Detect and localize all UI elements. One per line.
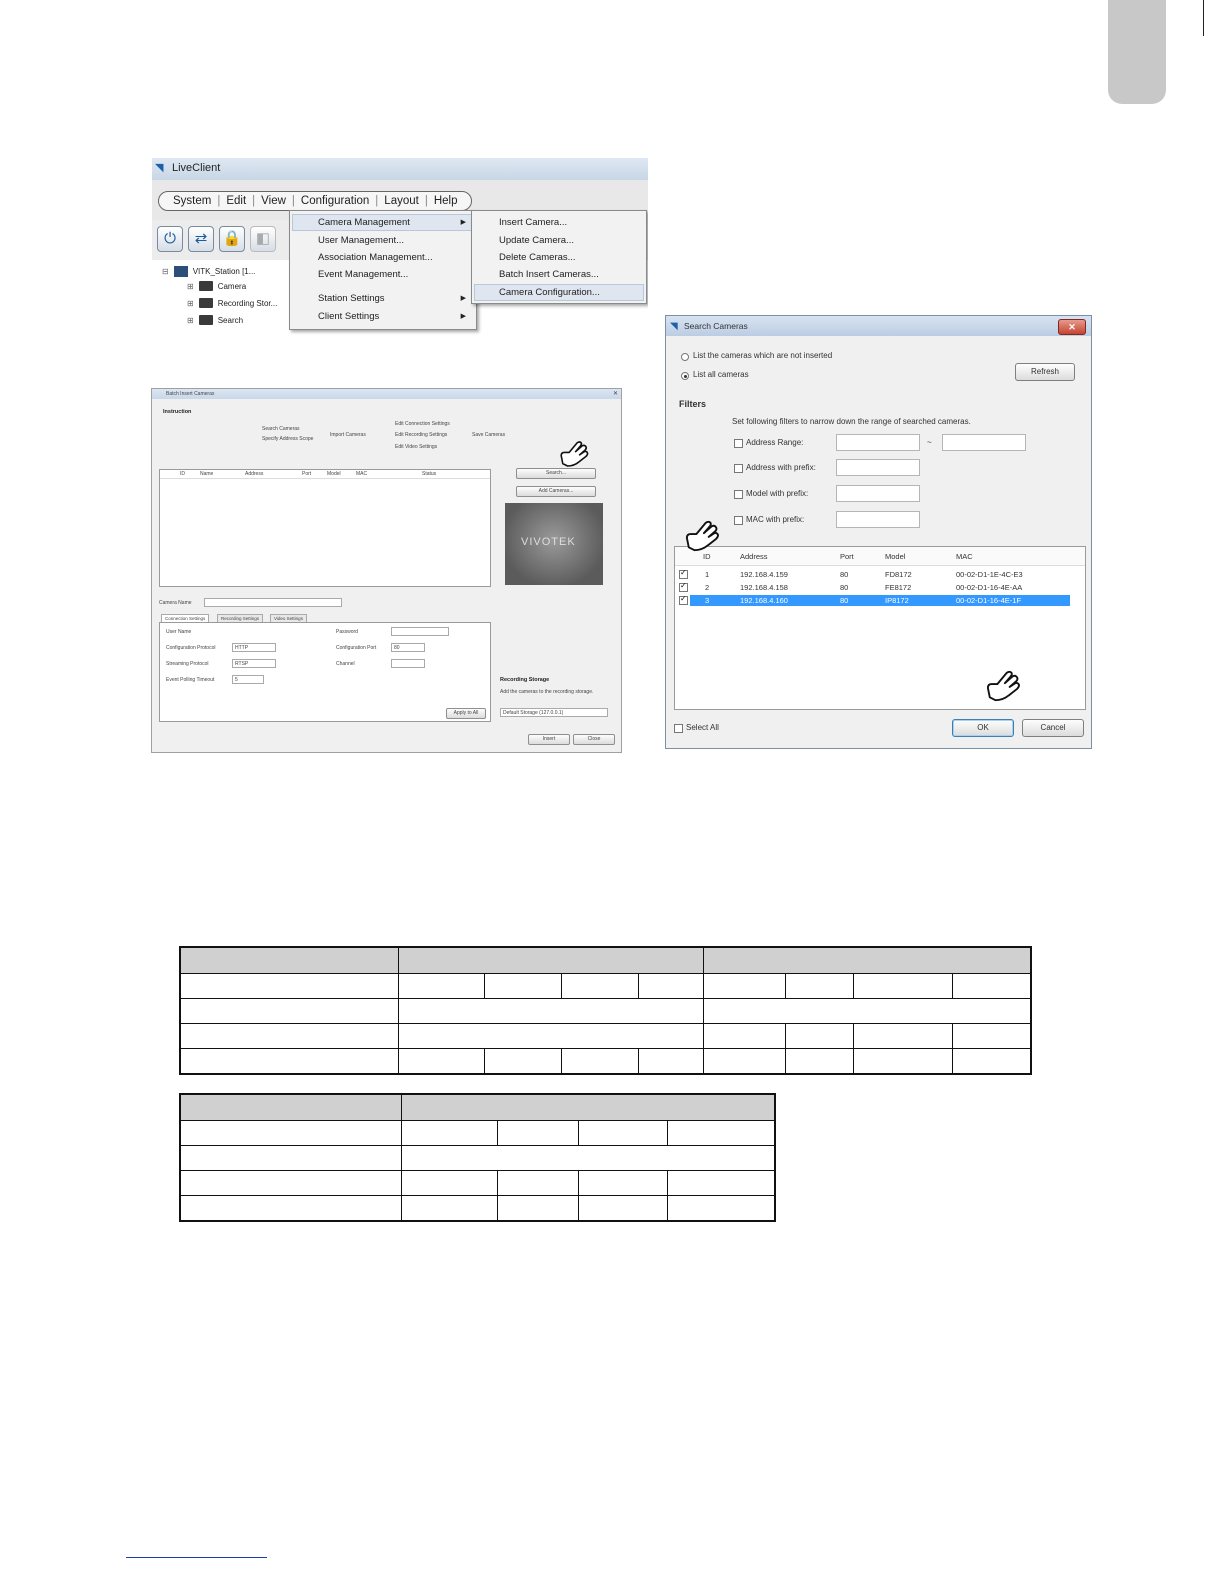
step-save: Save Cameras (472, 432, 506, 438)
ok-button[interactable]: OK (952, 719, 1014, 737)
batch-insert-screenshot (151, 388, 622, 753)
footnote-rule (126, 1557, 267, 1558)
tree-item-recording[interactable] (187, 298, 277, 308)
table-row (180, 1171, 775, 1196)
camera-name-label: Camera Name (159, 600, 192, 606)
table-row (180, 1121, 775, 1146)
row-mac: 00-02-D1-16-4E-AA (956, 583, 1023, 592)
mac-prefix-input[interactable] (836, 511, 920, 528)
address-range-separator: ~ (927, 438, 932, 447)
tree-item-search[interactable] (187, 315, 243, 325)
filter-mac-prefix-label: MAC with prefix: (746, 515, 805, 524)
row-address: 192.168.4.159 (740, 570, 788, 579)
menu-item-event-management[interactable]: Event Management... (318, 269, 409, 280)
configuration-menu (289, 210, 477, 330)
folder-icon (199, 298, 213, 308)
step-recording: Edit Recording Settings (395, 432, 448, 438)
row-mac: 00-02-D1-16-4E-1F (956, 596, 1022, 605)
refresh-button[interactable]: Refresh (1015, 363, 1075, 381)
recording-storage-title: Recording Storage (500, 677, 550, 683)
col-port: Port (302, 471, 312, 477)
step-video: Edit Video Settings (395, 444, 438, 450)
close-button[interactable]: Close (573, 734, 615, 745)
menu-layout[interactable]: Layout (384, 195, 419, 207)
row-id: 2 (705, 583, 710, 592)
folder-icon (199, 281, 213, 291)
camera-management-submenu (471, 210, 647, 304)
tab-recording-settings[interactable]: Recording Settings (217, 614, 263, 623)
search-cameras-screenshot (665, 315, 1092, 749)
streaming-protocol-label: Streaming Protocol (166, 661, 209, 667)
dialog-title: Search Cameras (684, 321, 748, 331)
table-header-row (180, 1094, 775, 1121)
step-connection: Edit Connection Settings (395, 421, 450, 427)
col-address: Address (245, 471, 264, 477)
row-model: IP8172 (885, 596, 909, 605)
row-mac: 00-02-D1-1E-4C-E3 (956, 570, 1023, 579)
menu-item-camera-management[interactable]: Camera Management (318, 217, 410, 228)
insert-button[interactable]: Insert (528, 734, 570, 745)
apply-to-all-button[interactable]: Apply to All (446, 708, 486, 719)
row-model: FD8172 (885, 570, 912, 579)
recording-storage-desc: Add the cameras to the recording storage. (500, 689, 594, 695)
recording-storage-select[interactable]: Default Storage (127.0.0.1) (500, 708, 608, 717)
menu-screenshot (152, 158, 648, 340)
app-logo-icon: ◥ (155, 162, 164, 174)
config-protocol-label: Configuration Protocol (166, 645, 216, 651)
table-row[interactable] (675, 569, 1085, 580)
menu-item-station-settings[interactable]: Station Settings (318, 293, 385, 304)
filters-title: Filters (679, 399, 707, 409)
station-icon (174, 266, 188, 277)
menubar: System | Edit | View | Configuration | Layout | Help (158, 191, 472, 211)
row-port: 80 (840, 596, 849, 605)
step-import: Import Cameras (330, 432, 366, 438)
user-name-label: User Name (166, 629, 192, 635)
camera-results-list[interactable] (674, 546, 1086, 710)
row-address: 192.168.4.158 (740, 583, 788, 592)
spec-table-1 (179, 946, 1032, 1075)
menu-item-camera-configuration[interactable]: Camera Configuration... (499, 287, 600, 298)
submenu-arrow-icon: ▶ (460, 313, 466, 320)
swap-icon[interactable]: ⇄ (188, 226, 214, 252)
power-icon[interactable]: ⏻ (157, 226, 183, 252)
table-row[interactable] (675, 582, 1085, 593)
menu-item-update-camera[interactable]: Update Camera... (499, 235, 574, 246)
menu-item-insert-camera[interactable]: Insert Camera... (499, 217, 568, 228)
expand-icon: ⊞ (187, 281, 194, 291)
list-header (675, 547, 1085, 566)
menu-item-association-management[interactable]: Association Management... (318, 252, 433, 263)
model-prefix-input[interactable] (836, 485, 920, 502)
tab-connection-settings[interactable]: Connection Settings (161, 614, 209, 623)
select-all-checkbox[interactable] (674, 724, 683, 733)
col-model: Model (885, 552, 906, 561)
menu-view[interactable]: View (261, 195, 286, 207)
table-header-row (180, 947, 1031, 974)
col-model: Model (327, 471, 341, 477)
table-row (180, 1196, 775, 1222)
disabled-tool-icon[interactable]: ◧ (250, 226, 276, 252)
row-checkbox[interactable] (679, 583, 688, 592)
row-id: 3 (705, 596, 710, 605)
config-port-label: Configuration Port (336, 645, 377, 651)
instruction-label: Instruction (163, 409, 192, 415)
filter-address-range-checkbox[interactable] (734, 439, 743, 448)
tree-root-label: VITK_Station [1... (192, 267, 256, 276)
dialog-titlebar (152, 389, 621, 399)
row-checkbox[interactable] (679, 596, 688, 605)
menu-configuration[interactable]: Configuration (300, 195, 370, 207)
col-port: Port (840, 552, 854, 561)
filter-model-prefix-checkbox[interactable] (734, 490, 743, 499)
tree-item-label: Recording Stor... (217, 298, 278, 308)
submenu-arrow-icon: ▶ (460, 219, 466, 226)
tree-item-label: Search (217, 315, 244, 325)
window-titlebar (152, 158, 648, 180)
select-all-label: Select All (686, 723, 719, 732)
row-id: 1 (705, 570, 710, 579)
channel-stepper[interactable] (391, 659, 425, 668)
menu-item-user-management[interactable]: User Management... (318, 235, 405, 246)
radio-all-cameras-label: List all cameras (693, 370, 749, 379)
spec-table-2 (179, 1093, 776, 1222)
submenu-arrow-icon: ▶ (460, 295, 466, 302)
row-port: 80 (840, 583, 849, 592)
pointer-hand-icon (683, 519, 721, 553)
table-row (180, 1024, 1031, 1049)
col-address: Address (740, 552, 768, 561)
collapse-icon: ⊟ (162, 267, 169, 276)
filter-model-prefix-label: Model with prefix: (746, 489, 809, 498)
col-id: ID (180, 471, 185, 477)
radio-not-inserted[interactable] (681, 353, 689, 361)
menu-item-client-settings[interactable]: Client Settings (318, 311, 380, 322)
expand-icon: ⊞ (187, 298, 194, 308)
filters-desc: Set following filters to narrow down the range of searched cameras. (732, 417, 971, 426)
chapter-tab (1108, 0, 1166, 104)
col-mac: MAC (956, 552, 973, 561)
event-polling-stepper[interactable]: 5 (232, 675, 264, 684)
address-range-start-input[interactable] (836, 434, 920, 451)
tree-item-label: Camera (217, 281, 247, 291)
menu-item-delete-cameras[interactable]: Delete Cameras... (499, 252, 576, 263)
step-search: Search Cameras (262, 426, 300, 432)
tree-root[interactable] (162, 266, 255, 277)
dialog-titlebar (666, 316, 1091, 336)
menu-system[interactable]: System (173, 195, 212, 207)
table-row (180, 1146, 775, 1171)
filter-address-prefix-checkbox[interactable] (734, 464, 743, 473)
col-id: ID (703, 552, 711, 561)
search-button[interactable]: Search... (516, 468, 596, 479)
close-icon[interactable]: ✕ (612, 391, 618, 397)
window-title: LiveClient (172, 162, 221, 174)
settings-panel (159, 622, 491, 722)
pointer-hand-icon (558, 439, 590, 469)
tree-item-camera[interactable] (187, 281, 246, 291)
row-model: FE8172 (885, 583, 912, 592)
app-logo-icon: ◥ (670, 321, 678, 332)
row-port: 80 (840, 570, 849, 579)
filter-mac-prefix-checkbox[interactable] (734, 516, 743, 525)
step-scope: Specify Address Scope (262, 436, 314, 442)
config-port-stepper[interactable]: 80 (391, 643, 425, 652)
row-address: 192.168.4.160 (740, 596, 788, 605)
table-row (180, 974, 1031, 999)
margin-rule (1203, 0, 1204, 36)
dialog-title: Batch Insert Cameras (166, 391, 215, 397)
table-row (180, 1049, 1031, 1075)
list-header (160, 470, 490, 479)
radio-not-inserted-label: List the cameras which are not inserted (693, 351, 833, 360)
preview-logo: VIVOTEK (521, 536, 576, 548)
col-mac: MAC (356, 471, 368, 477)
filter-address-prefix-label: Address with prefix: (746, 463, 816, 472)
menu-edit[interactable]: Edit (226, 195, 247, 207)
camera-preview (505, 503, 603, 585)
pointer-hand-icon (984, 669, 1022, 703)
folder-icon (199, 315, 213, 325)
table-row (180, 999, 1031, 1024)
expand-icon: ⊞ (187, 315, 194, 325)
cancel-button[interactable]: Cancel (1022, 719, 1084, 737)
address-prefix-input[interactable] (836, 459, 920, 476)
col-name: Name (200, 471, 214, 477)
channel-label: Channel (336, 661, 355, 667)
radio-all-cameras[interactable] (681, 372, 689, 380)
filter-address-range-label: Address Range: (746, 438, 804, 447)
tab-video-settings[interactable]: Video Settings (270, 614, 307, 623)
row-checkbox[interactable] (679, 570, 688, 579)
address-range-end-input[interactable] (942, 434, 1026, 451)
password-input[interactable] (391, 627, 449, 636)
col-status: Status (422, 471, 437, 477)
camera-list[interactable] (159, 469, 491, 587)
config-protocol-select[interactable]: HTTP (232, 643, 276, 652)
camera-name-input[interactable] (204, 598, 342, 607)
close-icon[interactable]: ✕ (1058, 319, 1086, 335)
menu-item-batch-insert[interactable]: Batch Insert Cameras... (499, 269, 599, 280)
streaming-protocol-select[interactable]: RTSP (232, 659, 276, 668)
lock-icon[interactable]: 🔒 (219, 226, 245, 252)
password-label: Password (336, 629, 358, 635)
menu-help[interactable]: Help (433, 195, 458, 207)
table-row-selected[interactable] (690, 595, 1070, 606)
add-cameras-button[interactable]: Add Cameras... (516, 486, 596, 497)
event-polling-label: Event Polling Timeout (166, 677, 215, 683)
